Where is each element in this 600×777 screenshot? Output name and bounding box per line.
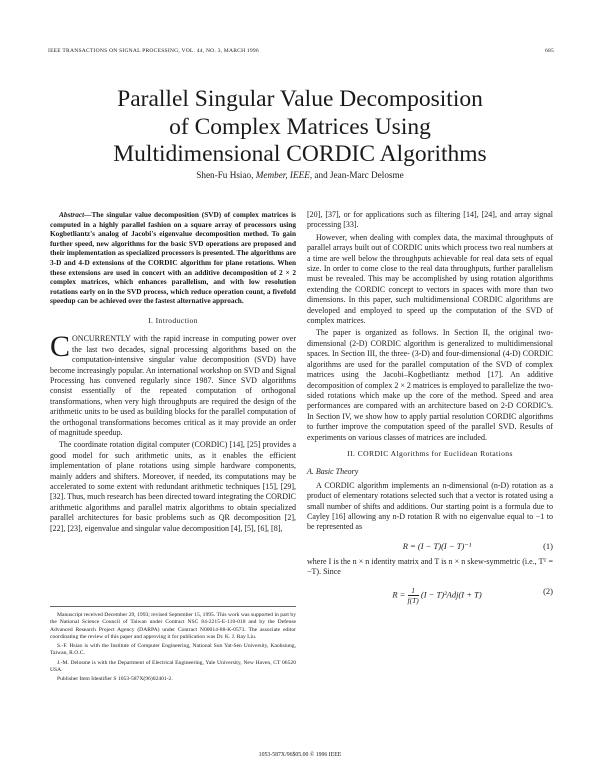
intro-paragraph-2: The coordinate rotation digital computer (CORDIC) [14], [25] provides a good model for such arithmetic units, as it enables the efficient implementation of plane rotations using simple hardware components, mainly adders and shifters. Moreover, if needed, its computations may be accelerated to some extent with redundant arithmetic techniques [15], [29], [32]. Thus, much research has been directed toward integrating the CORDIC arithmetic algorithms and parallel matrix algorithms to obtain specialized parallel architectures for basic problems such as QR decomposition [2], [22], [23], eigenvalue and singular value decomposition [4], [5], [6], [8], (50, 440, 296, 533)
author-2: Jean-Marc Delosme (329, 170, 404, 180)
right-paragraph-2: However, when dealing with complex data, the maximal throughputs of parallel arrays built out of CORDIC units which process two real numbers at a time are well below the throughputs achievable for real data sets of equal size. In order to come close to the real data throughputs, further parallelism must be revealed. This may be accomplished by using rotation algorithms extending the CORDIC concept to vectors in spaces with more than two dimensions. In this paper, such multidimensional CORDIC algorithms are developed and employed to speed up the computation of the SVD of complex matrices. (307, 232, 553, 326)
paper-title (40, 86, 560, 169)
section-1-heading: I. Introduction (148, 315, 198, 325)
equation-2 (307, 582, 553, 610)
footnote-publisher-id: Publisher Item Identifier S 1053-587X(96)02401-2. (57, 676, 173, 683)
right-column (307, 210, 553, 612)
intro-paragraph-1 (50, 330, 296, 438)
equation-2-numerator: 1 (408, 586, 419, 596)
where-paragraph: where I is the n × n identity matrix and T is n × n skew-symmetric (i.e., Tᵀ = −T). Since (307, 556, 553, 577)
equation-1-number: (1) (543, 540, 553, 551)
equation-2-number: (2) (543, 585, 553, 596)
author-conjunction: and (314, 170, 328, 180)
footnote-author-2: J.-M. Delosme is with the Department of Electrical Engineering, Yale University, New Haven, CT 06520 USA. (50, 659, 296, 674)
author-line (40, 170, 560, 180)
equation-1 (307, 537, 553, 555)
author-1: Shen-Fu Hsiao, (196, 170, 254, 180)
title-line-3: Multidimensional CORDIC Algorithms (113, 141, 487, 167)
subsection-a-heading: A. Basic Theory (307, 467, 359, 477)
equation-2-fraction (408, 586, 419, 605)
drop-cap: C (50, 330, 71, 364)
running-header (48, 48, 554, 60)
left-column (50, 210, 296, 536)
right-paragraph-continued: [20], [37], or for applications such as filtering [14], [24], and array signal processing [33]. (307, 210, 553, 230)
footnote-author-1: S.-F. Hsiao is with the Institute of Computer Engineering, National Sun Yat-Sen University, Kaohsiung, Taiwan, R.O.C. (50, 643, 296, 657)
journal-citation: IEEE TRANSACTIONS ON SIGNAL PROCESSING, VOL. 44, NO. 3, MARCH 1996 (48, 48, 259, 54)
title-line-2: of Complex Matrices Using (169, 113, 431, 140)
page-number: 685 (545, 48, 554, 54)
right-paragraph-3: The paper is organized as follows. In Section II, the original two-dimensional (2-D) CORDIC algorithm is generalized to multidimensional spaces. In Section III, the three- (3-D) and four-dimensional (4-D) CORDIC algorithms are used for the parallel computation of the SVD of complex matrices using the Jacobi–Kogbetliantz method [17]. An additive decomposition of complex 2 × 2 matrices is employed to parallelize the two-sided rotations which make up the core of the method. Speed and area performances are compared with an architecture based on 2-D CORDIC's. In Section IV, we show how to apply partial resolution CORDIC algorithms to further improve the computation speed of the parallel SVD. Results of experiments on various classes of matrices are included. (307, 328, 553, 442)
intro-paragraph-1-text: ONCURRENTLY with the rapid increase in computing power over the last two decades, signal processing algorithms based on the computation-intensive singular value decomposition (SVD) have become increasingly popular. An international workshop on SVD and Signal Processing has convened regularly since 1987. Since SVD algorithms consist essentially of the repeated computation of orthogonal transformations, when very high throughputs are required the design of the arithmetic units to be used as building blocks for the parallel computation of the orthogonal transformations becomes critical as it may provide an order of magnitude speedup. (50, 334, 296, 437)
footnotes (50, 606, 296, 686)
author-1-membership: Member, IEEE, (255, 170, 313, 180)
abstract-label: Abstract— (59, 210, 92, 219)
equation-2-lhs: R = (392, 589, 406, 600)
equation-2-rhs: (I − T)²Adj(I + T) (420, 589, 482, 600)
abstract-text: The singular value decomposition (SVD) of complex matrices is computed in a highly parallel fashion on a square array of processors using Kogbetliantz's analog of Jacobi's eigenvalue decomposition method. To gain further speed, new algorithms for the basic SVD operations are proposed and their implementation as specialized processors is presented. The algorithms are 3-D and 4-D extensions of the CORDIC algorithm for plane rotations. When these extensions are used in concert with an additive decomposition of 2 × 2 complex matrices, which enhances parallelism, and with low resolution rotations early on in the SVD process, which reduce operation count, a fivefold speedup can be achieved over the fastest alternative approach. (50, 210, 296, 306)
equation-2-expression (367, 586, 507, 605)
equation-1-expression: R = (I − T)(I − T)⁻¹ (402, 540, 472, 551)
copyright-footer: 1053-587X/96$05.00 © 1996 IEEE (258, 752, 342, 758)
title-line-1: Parallel Singular Value Decomposition (117, 86, 483, 112)
footnote-manuscript: Manuscript received December 29, 1993; revised September 15, 1995. This work was supported in part by the National Science Council of Taiwan under Contract NSC 84-2215-E-110-018 and by the Defense Advanced Research Project Agency (DARPA) under Contract N00014-88-K-0573. The associate editor coordinating the review of this paper and approving it for publication was Dr. K. J. Ray Liu. (50, 612, 296, 640)
section-2-heading: II. CORDIC Algorithms for Euclidean Rotations (347, 448, 513, 458)
basic-theory-paragraph: A CORDIC algorithm implements an n-dimensional (n-D) rotation as a product of elementary rotations selected such that a vector is rotated using a small number of shifts and additions. Our starting point is a formula due to Cayley [16] allowing any n-D rotation R with no eigenvalue equal to −1 to be represented as (307, 480, 553, 532)
equation-2-denominator: f(T) (407, 595, 419, 605)
abstract (50, 210, 296, 306)
